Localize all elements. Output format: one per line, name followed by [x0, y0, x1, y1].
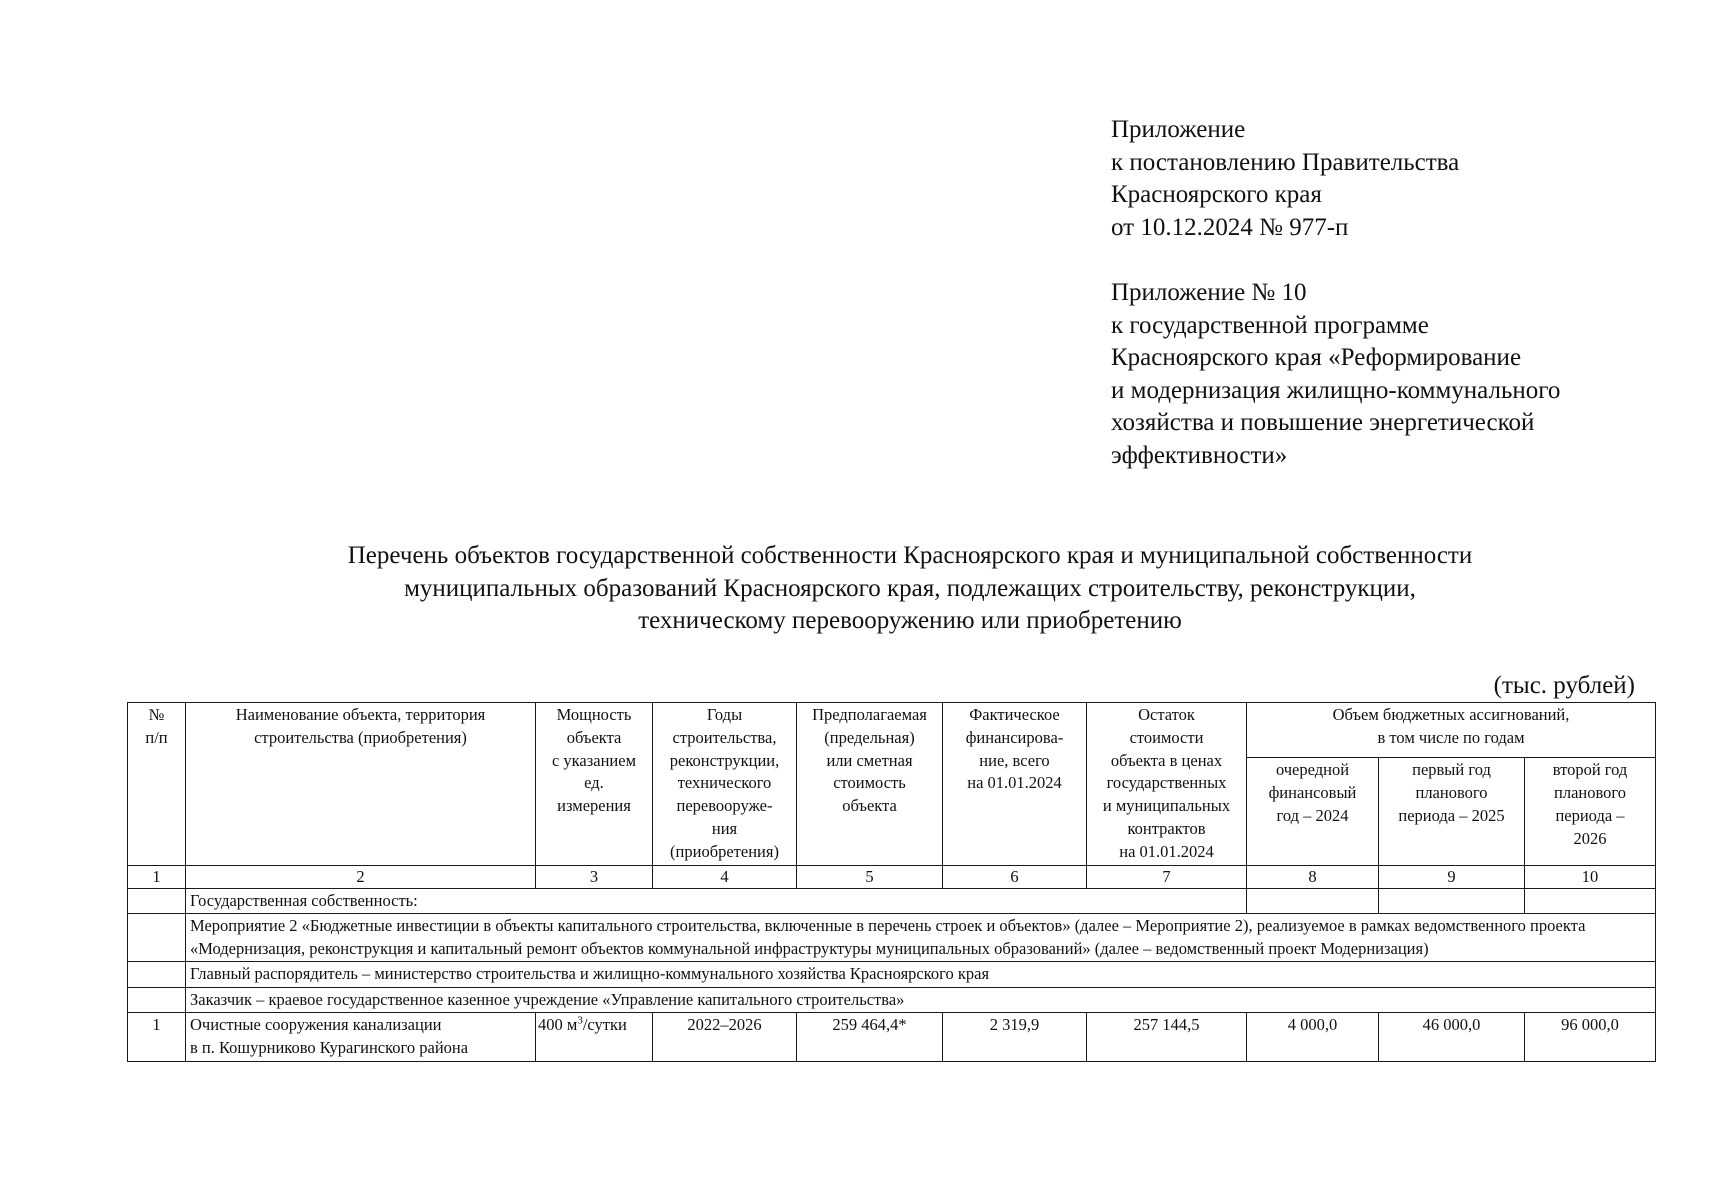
- header-remaining-cost: Остаток стоимости объекта в ценах государственных и муниципальных контрактов на 01.01.2024: [1087, 703, 1247, 866]
- title-line: Перечень объектов государственной собственности Красноярского края и муниципальной собственности: [347, 542, 1473, 569]
- header-row: [128, 703, 1656, 758]
- header-year-2025: первый год планового периода – 2025: [1379, 758, 1525, 865]
- header-year-2024: очередной финансовый год – 2024: [1247, 758, 1379, 865]
- object-name: Очистные сооружения канализации в п. Кошурниково Курагинского района: [186, 1013, 536, 1062]
- header-number: № п/п: [128, 703, 186, 866]
- object-cost: 259 464,4*: [797, 1013, 943, 1062]
- column-number: 9: [1379, 865, 1525, 888]
- header-budget-group: Объем бюджетных ассигнований, в том числе по годам: [1247, 703, 1656, 758]
- units-label: (тыс. рублей): [1493, 672, 1635, 699]
- column-number: 1: [128, 865, 186, 888]
- section-ownership: Государственная собственность:: [186, 888, 1247, 914]
- section-customer-row: [128, 987, 1656, 1013]
- program-appendix-line: и модернизация жилищно-коммунального: [1111, 376, 1561, 404]
- object-budget-2026: 96 000,0: [1525, 1013, 1656, 1062]
- header-years: Годы строительства, реконструкции, технического перевооруже- ния (приобретения): [653, 703, 797, 866]
- appendix-line: от 10.12.2024 № 977-п: [1111, 213, 1349, 241]
- objects-table: [127, 702, 1656, 1062]
- column-number: 3: [536, 865, 653, 888]
- column-number: 6: [943, 865, 1087, 888]
- section-administrator: Главный распорядитель – министерство строительства и жилищно-коммунального хозяйства Красноярского края: [186, 962, 1656, 988]
- section-ownership-row: [128, 888, 1656, 914]
- column-number-row: [128, 865, 1656, 888]
- appendix-line: Приложение: [1111, 116, 1246, 143]
- object-financed: 2 319,9: [943, 1013, 1087, 1062]
- object-budget-2024: 4 000,0: [1247, 1013, 1379, 1062]
- row-number: 1: [128, 1013, 186, 1062]
- section-measure: Мероприятие 2 «Бюджетные инвестиции в объекты капитального строительства, включенные в перечень строек и объектов» (далее – Мероприятие 2), реализуемое в рамках ведомственного проекта «Модернизация, реконструкция и капитальный ремонт объектов коммунальной инфраструктуры муниципальных образований» (далее – ведомственный проект Модернизация): [186, 914, 1656, 962]
- appendix-line: к постановлению Правительства: [1111, 148, 1460, 176]
- column-number: 7: [1087, 865, 1247, 888]
- header-estimated-cost: Предполагаемая (предельная) или сметная стоимость объекта: [797, 703, 943, 866]
- section-customer: Заказчик – краевое государственное казенное учреждение «Управление капитального строительства»: [186, 987, 1656, 1013]
- header-name: Наименование объекта, территория строительства (приобретения): [186, 703, 536, 866]
- header-year-2026: второй год планового периода – 2026: [1525, 758, 1656, 865]
- program-appendix-line: Красноярского края «Реформирование: [1111, 344, 1522, 371]
- object-budget-2025: 46 000,0: [1379, 1013, 1525, 1062]
- title-line: техническому перевооружению или приобретению: [638, 607, 1182, 634]
- document-title: [220, 540, 1600, 638]
- column-number: 10: [1525, 865, 1656, 888]
- object-years: 2022–2026: [653, 1013, 797, 1062]
- column-number: 2: [186, 865, 536, 888]
- section-measure-row: [128, 914, 1656, 962]
- header-actual-financing: Фактическое финансирова- ние, всего на 01.01.2024: [943, 703, 1087, 866]
- section-administrator-row: [128, 962, 1656, 988]
- program-appendix-line: эффективности»: [1111, 441, 1288, 469]
- title-line: муниципальных образований Красноярского края, подлежащих строительству, реконструкции,: [404, 574, 1416, 602]
- program-appendix-line: хозяйства и повышение энергетической: [1111, 409, 1535, 436]
- appendix-line: Красноярского края: [1111, 181, 1322, 208]
- table-row: [128, 1013, 1656, 1062]
- object-capacity: 400 $м^3$/сутки: [536, 1013, 653, 1062]
- program-appendix-line: к государственной программе: [1111, 311, 1429, 339]
- program-appendix-line: Приложение № 10: [1111, 279, 1307, 306]
- header-capacity: Мощность объекта с указанием ед. измерения: [536, 703, 653, 866]
- column-number: 8: [1247, 865, 1379, 888]
- column-number: 4: [653, 865, 797, 888]
- object-remaining: 257 144,5: [1087, 1013, 1247, 1062]
- column-number: 5: [797, 865, 943, 888]
- appendix-block: [1111, 114, 1560, 472]
